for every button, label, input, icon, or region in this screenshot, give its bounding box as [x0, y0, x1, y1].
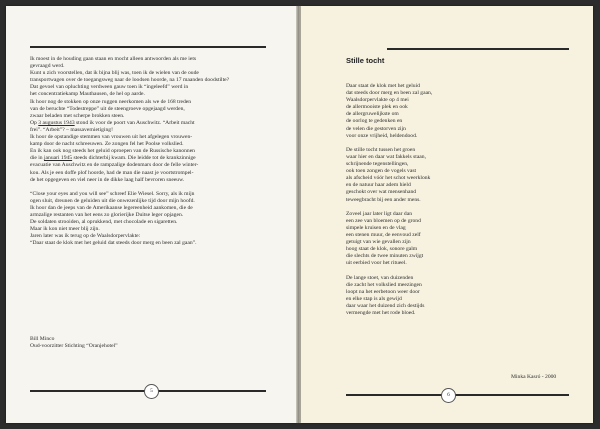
- poem-line: de allergruwelijkste om: [346, 111, 399, 118]
- right-page: [301, 6, 593, 423]
- title-rule: [387, 48, 569, 50]
- text-line: frei”. “Arbeit”? – massavernietiging!: [30, 126, 113, 133]
- page-number-badge: 5: [144, 384, 159, 399]
- poem-line: de velen die gestorven zijn: [346, 125, 406, 132]
- poem-line: de allermooiste plek en ook: [346, 104, 408, 111]
- text-line: En ik kan ook nog steeds het geluid oproepen van de Russische kanonnen: [30, 148, 195, 155]
- page-number-badge: 6: [441, 388, 456, 403]
- poem-line: dat steeds door merg en been zal gaan,: [346, 90, 433, 97]
- poem-line: getuigt van wie gevallen zijn: [346, 239, 411, 246]
- poem-line: ook toen zongen de vogels vast: [346, 168, 417, 175]
- text-line: Ik hoor dan de jeeps van de Amerikaanse legereenheid aankomen, die de: [30, 204, 193, 211]
- signature-block: [30, 336, 118, 350]
- poem-body: [346, 83, 432, 317]
- poem-line: die slechts de twee minuten zwijgt: [346, 253, 424, 260]
- poem-line: de oorlog te gedenken en: [346, 118, 403, 125]
- date-underlined: 3 augustus 1943: [38, 119, 75, 126]
- left-page: [6, 6, 296, 423]
- text-line: die in januari 1945 steeds dichterbij kwam. Die leidde tot de krankzinnige: [30, 155, 196, 162]
- text-line: de het opgegeven en viel neer in de dikke laag half bevroren sneeuw.: [30, 176, 185, 183]
- poem-line: teweegbracht bij een ander mens.: [346, 196, 421, 203]
- text-line: het concentratiekamp Mauthausen, de hel op aarde.: [30, 91, 145, 98]
- text-line: Dat gevoel van opluchting verdween gauw toen ik “ingeleefd” werd in: [30, 84, 189, 91]
- text-line: Ik hoor nog de stokken op onze ruggen neerkomen als we de 168 treden: [30, 98, 192, 105]
- text-line: Ik hoor de opstandige stemmen van vrouwen uit het afgelegen vrouwen-: [30, 134, 193, 141]
- text-line: ogen sluit, dreunen de geluiden uit die onwezenlijke tijd door mijn hoofd.: [30, 197, 195, 204]
- poem-line: Zoveel jaar later ligt daar dan: [346, 210, 413, 217]
- text-line: gevraagd werd.: [30, 63, 65, 70]
- poem-line: schrijnende tegenstellingen,: [346, 161, 409, 168]
- poem-title: Stille tocht: [346, 56, 385, 65]
- poem-line: een zee van bloemen op de grond: [346, 217, 421, 224]
- poem-line: simpele kruisen en de vlag: [346, 224, 406, 231]
- poem-line: voor onze vrijheid, heldendood.: [346, 132, 418, 139]
- poem-line: geschokt over wat mensenhand: [346, 189, 417, 196]
- text-line: “Daar staat de klok met het geluid dat steeds door merg en been zal gaan”.: [30, 240, 197, 247]
- text-line: Kunt u zich voorstellen, dat ik bijna blij was, toen ik de wielen van de oude: [30, 70, 199, 77]
- body-text: [30, 56, 229, 248]
- text-line: “Close your eyes and you will see” schreef Elie Wiesel. Sorry, als ik mijn: [30, 190, 195, 197]
- poem-line: hoog staat de klok, sonore galm: [346, 246, 418, 253]
- poem-line: daar waar het duizend zich destijds: [346, 302, 425, 309]
- text-line: Maar ik kon niet meer blij zijn.: [30, 226, 100, 233]
- text-line: De soldaten strooiden, al oprukkend, met chocolade en sigaretten.: [30, 219, 178, 226]
- author-role: Oud-voorzitter Stichting “Oranjehotel”: [30, 343, 118, 350]
- poem-line: Daar staat de klok met het geluid: [346, 83, 420, 89]
- poem-line: uit eerbied voor het ritueel.: [346, 260, 407, 267]
- poem-signature: Minka Kasró - 2000: [511, 374, 557, 380]
- poem-line: Waalsdorpervlakte op 4 mei: [346, 97, 409, 104]
- poem-line: en de natuur haar adem hield: [346, 182, 411, 189]
- bottom-rule: [346, 394, 569, 396]
- text-line: transportwagen over de toegangsweg naar de loodsen hoorde, na 17 maanden doodstilte?: [30, 77, 230, 84]
- text-line: armzalige restanten van het eens zo glorierijke Duitse leger opjagen.: [30, 212, 184, 219]
- text-line: kou. Als je een doffe plof hoorde, had de man die naast je voortstrompel-: [30, 169, 194, 176]
- poem-line: als afscheid vóór het schot weerklonk: [346, 175, 431, 182]
- poem-line: De stille tocht tussen het groen: [346, 146, 416, 153]
- poem-line: waar hier en daar wat fakkels staan,: [346, 153, 426, 160]
- poem-line: een stenen muur, de eenvoud zelf: [346, 231, 421, 238]
- text-line: Jaren later was ik terug op de Waalsdorpervlakte:: [30, 233, 141, 240]
- text-line: evacuatie van Auschwitz en de rampzalige dodenmars door de felle winter-: [30, 162, 199, 169]
- poem-line: vermengde met het rode bloed.: [346, 310, 416, 316]
- poem-line: en elke stap is als gewijd: [346, 295, 402, 302]
- text-line: Ik moest in de houding gaan staan en mocht alleen antwoorden als me iets: [30, 56, 197, 62]
- poem-line: loopt na het eerbetoon weer door: [346, 288, 420, 295]
- poem-line: De lange stoet, van duizenden: [346, 274, 414, 281]
- text-line: van de beruchte “Todestreppe” uit de steengroeve opgejaagd werden,: [30, 105, 185, 112]
- author-name: Bill Minco: [30, 336, 55, 342]
- text-line: kamp door de nacht schreeuwen. Ze zongen fel het Poolse volkslied.: [30, 141, 184, 148]
- date-underlined: januari 1945: [43, 155, 73, 162]
- text-line: zwaar beladen met scherpe brokken steen.: [30, 112, 125, 119]
- poem-line: die zacht het volkslied meezingen: [346, 281, 422, 288]
- text-line: Op 3 augustus 1943 stond ik voor de poort van Auschwitz. “Arbeit macht: [30, 119, 195, 126]
- top-rule: [30, 46, 266, 48]
